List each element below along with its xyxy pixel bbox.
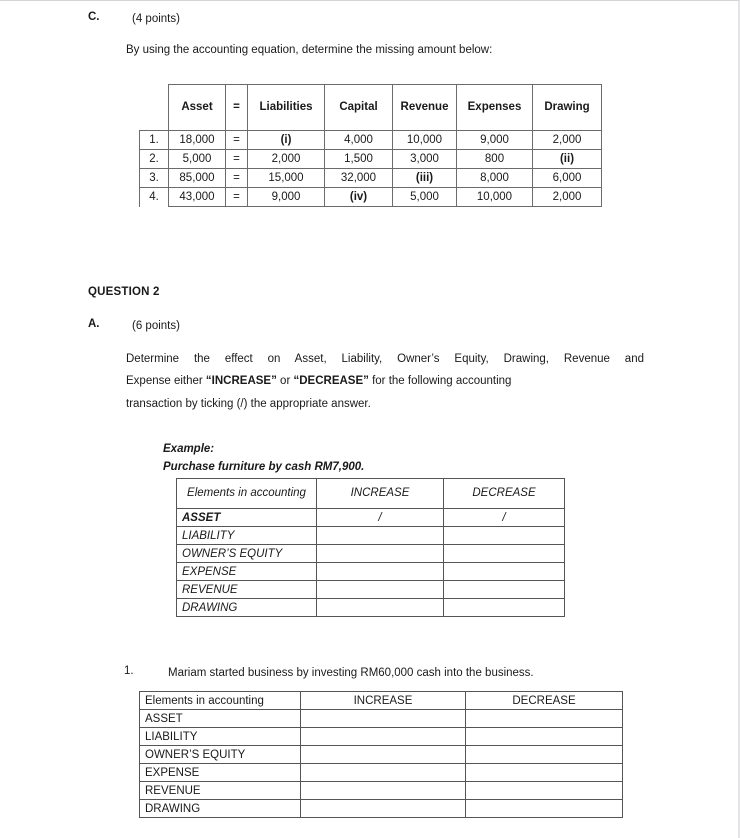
table-row — [140, 710, 623, 728]
increase-cell[interactable] — [317, 563, 444, 581]
cell-capital: (iv) — [325, 188, 393, 207]
decrease-cell[interactable]: / — [444, 509, 565, 527]
increase-cell[interactable] — [301, 728, 466, 746]
cell-equals: = — [226, 188, 248, 207]
increase-cell[interactable] — [301, 764, 466, 782]
header-increase: INCREASE — [301, 692, 466, 710]
increase-cell[interactable] — [317, 545, 444, 563]
table-row — [140, 764, 623, 782]
table-row — [140, 169, 602, 188]
cell-liabilities: 15,000 — [248, 169, 325, 188]
question-2-heading: QUESTION 2 — [88, 286, 160, 298]
decrease-cell[interactable] — [466, 728, 623, 746]
element-label: DRAWING — [140, 800, 301, 818]
header-elements: Elements in accounting — [140, 692, 301, 710]
part-a-letter: A. — [88, 318, 100, 330]
decrease-cell[interactable] — [444, 581, 565, 599]
header-asset: Asset — [169, 85, 226, 131]
element-label: OWNER’S EQUITY — [140, 746, 301, 764]
decrease-cell[interactable] — [466, 746, 623, 764]
cell-asset: 5,000 — [169, 150, 226, 169]
paragraph-line-1-text: Determine the effect on Asset, Liability, Owner’s Equity, Drawing, Revenue and — [126, 353, 644, 365]
cell-drawing: 2,000 — [533, 188, 602, 207]
cell-drawing: (ii) — [533, 150, 602, 169]
cell-expenses: 800 — [457, 150, 533, 169]
increase-cell[interactable] — [301, 746, 466, 764]
accounting-equation-table — [139, 84, 602, 207]
element-label: ASSET — [177, 509, 317, 527]
paragraph-line-2-pre: Expense either — [126, 375, 206, 388]
part-a-points: (6 points) — [132, 320, 180, 332]
row-number: 1. — [140, 131, 169, 150]
cell-expenses: 10,000 — [457, 188, 533, 207]
item-1-row — [124, 665, 684, 682]
increase-cell[interactable] — [317, 599, 444, 617]
header-equals: = — [226, 85, 248, 131]
cell-asset: 43,000 — [169, 188, 226, 207]
header-rownum — [140, 85, 169, 131]
row-number: 2. — [140, 150, 169, 169]
table-header-row — [177, 479, 565, 509]
element-label: EXPENSE — [177, 563, 317, 581]
element-label: DRAWING — [177, 599, 317, 617]
header-elements: Elements in accounting — [177, 479, 317, 509]
part-a-paragraph — [126, 348, 644, 415]
decrease-cell[interactable] — [444, 599, 565, 617]
table-row — [140, 728, 623, 746]
header-capital: Capital — [325, 85, 393, 131]
table-row — [140, 131, 602, 150]
increase-cell[interactable] — [301, 710, 466, 728]
cell-revenue: 3,000 — [393, 150, 457, 169]
example-title: Example: — [163, 443, 215, 455]
cell-equals: = — [226, 150, 248, 169]
increase-cell[interactable] — [317, 581, 444, 599]
element-label: REVENUE — [177, 581, 317, 599]
header-drawing: Drawing — [533, 85, 602, 131]
item-1-text: Mariam started business by investing RM60,000 cash into the business. — [168, 667, 534, 679]
header-decrease: DECREASE — [444, 479, 565, 509]
header-increase: INCREASE — [317, 479, 444, 509]
part-c-points: (4 points) — [132, 13, 180, 25]
accounting-equation-table-wrapper — [139, 84, 602, 207]
keyword-increase: “INCREASE” — [205, 375, 277, 388]
cell-revenue: 5,000 — [393, 188, 457, 207]
element-label: LIABILITY — [177, 527, 317, 545]
header-expenses: Expenses — [457, 85, 533, 131]
cell-expenses: 8,000 — [457, 169, 533, 188]
part-c-instruction: By using the accounting equation, determine the missing amount below: — [126, 44, 493, 56]
table-row — [140, 188, 602, 207]
cell-capital: 4,000 — [325, 131, 393, 150]
element-label: REVENUE — [140, 782, 301, 800]
paragraph-line-3: transaction by ticking (/) the appropriate answer. — [126, 397, 371, 410]
paragraph-line-2-mid: or — [276, 375, 294, 388]
increase-cell[interactable] — [301, 800, 466, 818]
table-row — [140, 746, 623, 764]
example-transaction: Purchase furniture by cash RM7,900. — [163, 461, 365, 473]
table-row — [177, 599, 565, 617]
example-effect-table — [176, 478, 565, 617]
cell-capital: 1,500 — [325, 150, 393, 169]
cell-revenue: (iii) — [393, 169, 457, 188]
keyword-decrease: “DECREASE” — [293, 375, 369, 388]
cell-equals: = — [226, 131, 248, 150]
element-label: LIABILITY — [140, 728, 301, 746]
cell-capital: 32,000 — [325, 169, 393, 188]
table-row — [140, 782, 623, 800]
part-c-heading-row — [88, 11, 688, 28]
row-number: 3. — [140, 169, 169, 188]
example-effect-table-wrapper — [176, 478, 565, 617]
table-row — [177, 509, 565, 527]
cell-asset: 85,000 — [169, 169, 226, 188]
paragraph-line-2-post: for the following accounting — [368, 375, 512, 388]
increase-cell[interactable]: / — [317, 509, 444, 527]
decrease-cell[interactable] — [466, 710, 623, 728]
item-1-effect-table — [139, 691, 623, 818]
table-row — [177, 545, 565, 563]
header-revenue: Revenue — [393, 85, 457, 131]
decrease-cell[interactable] — [444, 563, 565, 581]
part-a-heading-row — [88, 318, 688, 335]
cell-revenue: 10,000 — [393, 131, 457, 150]
paragraph-line-2 — [126, 370, 644, 392]
decrease-cell[interactable] — [444, 527, 565, 545]
table-row — [177, 563, 565, 581]
part-c-letter: C. — [88, 11, 100, 23]
decrease-cell[interactable] — [444, 545, 565, 563]
cell-expenses: 9,000 — [457, 131, 533, 150]
cell-asset: 18,000 — [169, 131, 226, 150]
element-label: ASSET — [140, 710, 301, 728]
table-header-row — [140, 85, 602, 131]
row-number: 4. — [140, 188, 169, 207]
cell-liabilities: 9,000 — [248, 188, 325, 207]
header-decrease: DECREASE — [466, 692, 623, 710]
table-row — [177, 581, 565, 599]
decrease-cell[interactable] — [466, 782, 623, 800]
paragraph-line-1 — [126, 348, 644, 370]
table-row — [140, 800, 623, 818]
cell-liabilities: 2,000 — [248, 150, 325, 169]
cell-liabilities: (i) — [248, 131, 325, 150]
element-label: OWNER’S EQUITY — [177, 545, 317, 563]
decrease-cell[interactable] — [466, 764, 623, 782]
item-1-number: 1. — [124, 665, 134, 677]
cell-drawing: 6,000 — [533, 169, 602, 188]
header-liabilities: Liabilities — [248, 85, 325, 131]
table-row — [177, 527, 565, 545]
item-1-effect-table-wrapper — [139, 691, 623, 818]
table-header-row — [140, 692, 623, 710]
cell-equals: = — [226, 169, 248, 188]
increase-cell[interactable] — [301, 782, 466, 800]
decrease-cell[interactable] — [466, 800, 623, 818]
table-row — [140, 150, 602, 169]
increase-cell[interactable] — [317, 527, 444, 545]
cell-drawing: 2,000 — [533, 131, 602, 150]
element-label: EXPENSE — [140, 764, 301, 782]
